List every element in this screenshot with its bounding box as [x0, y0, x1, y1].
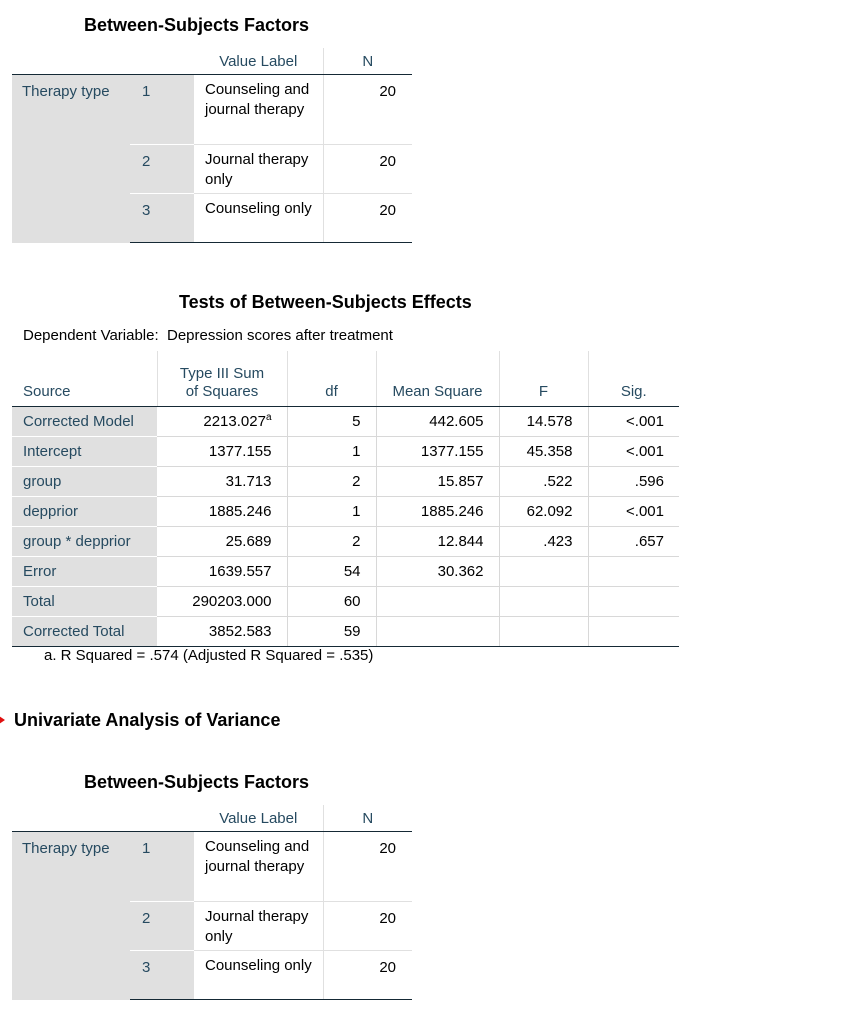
source-cell: Corrected Model — [12, 407, 157, 437]
bsf1-header-value-label: Value Label — [194, 48, 323, 75]
bsf2-label: Journal therapy only — [194, 902, 323, 951]
sum-of-squares-cell — [157, 527, 287, 557]
bsf2-row-label: Therapy type — [12, 832, 130, 1000]
header-f: F — [499, 351, 588, 407]
df-cell: 5 — [287, 407, 376, 437]
dependent-variable — [23, 327, 393, 344]
sum-of-squares-cell — [157, 497, 287, 527]
source-cell: Corrected Total — [12, 617, 157, 647]
df-cell: 2 — [287, 467, 376, 497]
f-cell: 14.578 — [499, 407, 588, 437]
table-row — [12, 407, 679, 437]
table-row — [12, 617, 679, 647]
sum-of-squares-cell — [157, 587, 287, 617]
bsf1-label: Journal therapy only — [194, 145, 323, 194]
bsf2-table — [12, 805, 412, 1000]
bsf1-n: 20 — [323, 75, 412, 145]
header-sum-of-squares — [157, 351, 287, 407]
table-row — [12, 437, 679, 467]
footnote-marker: a — [265, 412, 272, 423]
table-row — [12, 527, 679, 557]
f-cell — [499, 587, 588, 617]
mean-square-cell: 1377.155 — [376, 437, 499, 467]
sig-cell: <.001 — [588, 407, 679, 437]
df-cell: 2 — [287, 527, 376, 557]
header-mean-square: Mean Square — [376, 351, 499, 407]
sum-of-squares-value: 31.713 — [225, 473, 272, 490]
df-cell: 59 — [287, 617, 376, 647]
mean-square-cell: 15.857 — [376, 467, 499, 497]
bsf1-value: 1 — [130, 75, 194, 145]
table-row — [12, 557, 679, 587]
f-cell: .522 — [499, 467, 588, 497]
sig-cell — [588, 587, 679, 617]
table-row — [12, 587, 679, 617]
table-row — [12, 832, 412, 902]
df-cell: 54 — [287, 557, 376, 587]
header-ss-line2: of Squares — [185, 383, 259, 400]
sum-of-squares-value: 25.689 — [225, 533, 272, 550]
sum-of-squares-value: 1377.155 — [208, 443, 272, 460]
header-df: df — [287, 351, 376, 407]
source-cell: depprior — [12, 497, 157, 527]
nav-arrow-icon[interactable] — [0, 716, 5, 724]
sum-of-squares-value: 290203.000 — [192, 593, 272, 610]
source-cell: Intercept — [12, 437, 157, 467]
bsf1-table — [12, 48, 412, 243]
dependent-variable-value: Depression scores after treatment — [167, 327, 393, 344]
mean-square-cell — [376, 587, 499, 617]
bsf2-value: 3 — [130, 951, 194, 1000]
mean-square-cell: 442.605 — [376, 407, 499, 437]
bsf2-label: Counseling only — [194, 951, 323, 1000]
sum-of-squares-value: 1885.246 — [208, 503, 272, 520]
f-cell: 62.092 — [499, 497, 588, 527]
header-sig: Sig. — [588, 351, 679, 407]
sig-cell: <.001 — [588, 437, 679, 467]
f-cell: 45.358 — [499, 437, 588, 467]
sum-of-squares-cell — [157, 437, 287, 467]
bsf2-label: Counseling and journal therapy — [194, 832, 323, 902]
dependent-variable-label: Dependent Variable: — [23, 327, 159, 344]
df-cell: 60 — [287, 587, 376, 617]
bsf2-header-n: N — [323, 805, 412, 832]
bsf1-n: 20 — [323, 145, 412, 194]
sig-cell: .596 — [588, 467, 679, 497]
table-row — [12, 467, 679, 497]
source-cell: group * depprior — [12, 527, 157, 557]
bsf2-n: 20 — [323, 951, 412, 1000]
section-heading: Univariate Analysis of Variance — [14, 710, 281, 730]
f-cell — [499, 617, 588, 647]
sum-of-squares-cell — [157, 467, 287, 497]
effects-footnote: a. R Squared = .574 (Adjusted R Squared = .535) — [44, 647, 374, 664]
table-row — [12, 497, 679, 527]
bsf2-value: 1 — [130, 832, 194, 902]
effects-header-row — [12, 351, 679, 407]
bsf1-title: Between-Subjects Factors — [84, 15, 310, 35]
bsf1-row-label: Therapy type — [12, 75, 130, 243]
bsf1-value: 3 — [130, 194, 194, 243]
effects-title: Tests of Between-Subjects Effects — [179, 292, 472, 312]
sum-of-squares-value: 2213.027 — [203, 413, 266, 430]
sum-of-squares-cell — [157, 617, 287, 647]
mean-square-cell: 30.362 — [376, 557, 499, 587]
bsf2-value: 2 — [130, 902, 194, 951]
f-cell: .423 — [499, 527, 588, 557]
bsf2-n: 20 — [323, 902, 412, 951]
bsf2-n: 20 — [323, 832, 412, 902]
bsf1-value: 2 — [130, 145, 194, 194]
mean-square-cell: 12.844 — [376, 527, 499, 557]
bsf1-label: Counseling only — [194, 194, 323, 243]
sum-of-squares-value: 1639.557 — [208, 563, 272, 580]
bsf1-n: 20 — [323, 194, 412, 243]
sig-cell: .657 — [588, 527, 679, 557]
sum-of-squares-cell — [157, 407, 287, 437]
bsf1-corner — [12, 48, 130, 75]
sig-cell: <.001 — [588, 497, 679, 527]
mean-square-cell — [376, 617, 499, 647]
bsf1-header-n: N — [323, 48, 412, 75]
bsf2-header-value-label: Value Label — [194, 805, 323, 832]
table-row — [12, 75, 412, 145]
bsf1-label: Counseling and journal therapy — [194, 75, 323, 145]
mean-square-cell: 1885.246 — [376, 497, 499, 527]
bsf2-corner — [12, 805, 130, 832]
effects-table — [12, 351, 679, 647]
sig-cell — [588, 617, 679, 647]
df-cell: 1 — [287, 437, 376, 467]
sum-of-squares-value: 3852.583 — [208, 623, 272, 640]
sum-of-squares-cell — [157, 557, 287, 587]
source-cell: Total — [12, 587, 157, 617]
header-ss-line1: Type III Sum — [179, 365, 265, 382]
bsf2-title: Between-Subjects Factors — [84, 772, 310, 792]
f-cell — [499, 557, 588, 587]
source-cell: Error — [12, 557, 157, 587]
df-cell: 1 — [287, 497, 376, 527]
header-source: Source — [12, 351, 157, 407]
source-cell: group — [12, 467, 157, 497]
sig-cell — [588, 557, 679, 587]
